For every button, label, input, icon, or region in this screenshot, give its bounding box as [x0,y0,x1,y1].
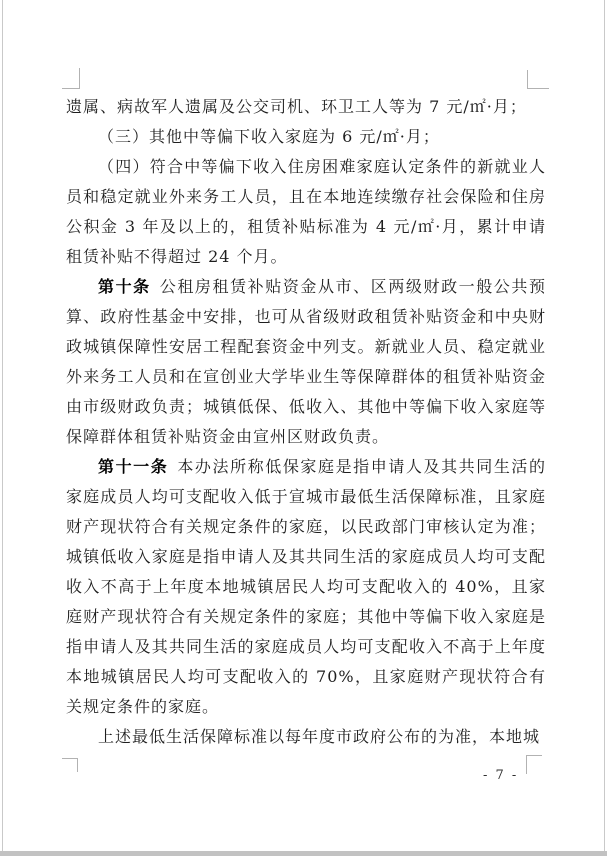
text-boundary-mark-top-left [62,68,80,89]
paragraph-text: 上述最低生活保障标准以每年度市政府公布的为准，本地城 [98,727,541,746]
paragraph-text: （四）符合中等偏下收入住房困难家庭认定条件的新就业人员和稳定就业外来务工人员，且在本地连续缴存社会保险和住房公积金 3 年及以上的，租赁补贴标准为 4 元/㎡·月，累计申请租赁补贴不得超过 24 个月。 [66,157,546,266]
text-boundary-mark-bottom-right [526,755,542,774]
paragraph-item-four [66,152,546,272]
paragraph-item-three [66,122,546,152]
paragraph-article-10 [66,272,546,452]
paragraph-text: （三）其他中等偏下收入家庭为 6 元/㎡·月； [98,127,440,146]
text-boundary-mark-bottom-left [62,758,78,772]
document-body-text [66,92,546,752]
paragraph-article-11 [66,452,546,722]
page-number: - 7 - [483,768,519,783]
page-edge-left [2,0,3,851]
page-edge-right [604,0,605,851]
paragraph-text: 遗属、病故军人遗属及公交司机、环卫工人等为 7 元/㎡·月； [66,97,527,116]
article-number-11: 第十一条 [98,457,169,476]
article-number-10: 第十条 [98,277,151,296]
paragraph-text: 本办法所称低保家庭是指申请人及其共同生活的家庭成员人均可支配收入低于宣城市最低生活保障标准，且家庭财产现状符合有关规定条件的家庭，以民政部门审核认定为准；城镇低收入家庭是指申请人及其共同生活的家庭成员人均可支配收入不高于上年度本地城镇居民人均可支配收入的 40%，且家庭财产现状符合有关规定条件的家庭；其他中等偏下收入家庭是指申请人及其共同生活的家庭成员人均可支配收入不高于上年度本地城镇居民人均可支配收入的 70%，且家庭财产现状符合有关规定条件的家庭。 [66,457,546,716]
paragraph-continuation [66,92,546,122]
paragraph-standard-note [66,722,546,752]
page-edge-bottom [0,851,607,856]
text-boundary-mark-top-right [527,70,549,89]
paragraph-text: 公租房租赁补贴资金从市、区两级财政一般公共预算、政府性基金中安排，也可从省级财政租赁补贴资金和中央财政城镇保障性安居工程配套资金中列支。新就业人员、稳定就业外来务工人员和在宣创业大学毕业生等保障群体的租赁补贴资金由市级财政负责；城镇低保、低收入、其他中等偏下收入家庭等保障群体租赁补贴资金由宣州区财政负责。 [66,277,546,446]
